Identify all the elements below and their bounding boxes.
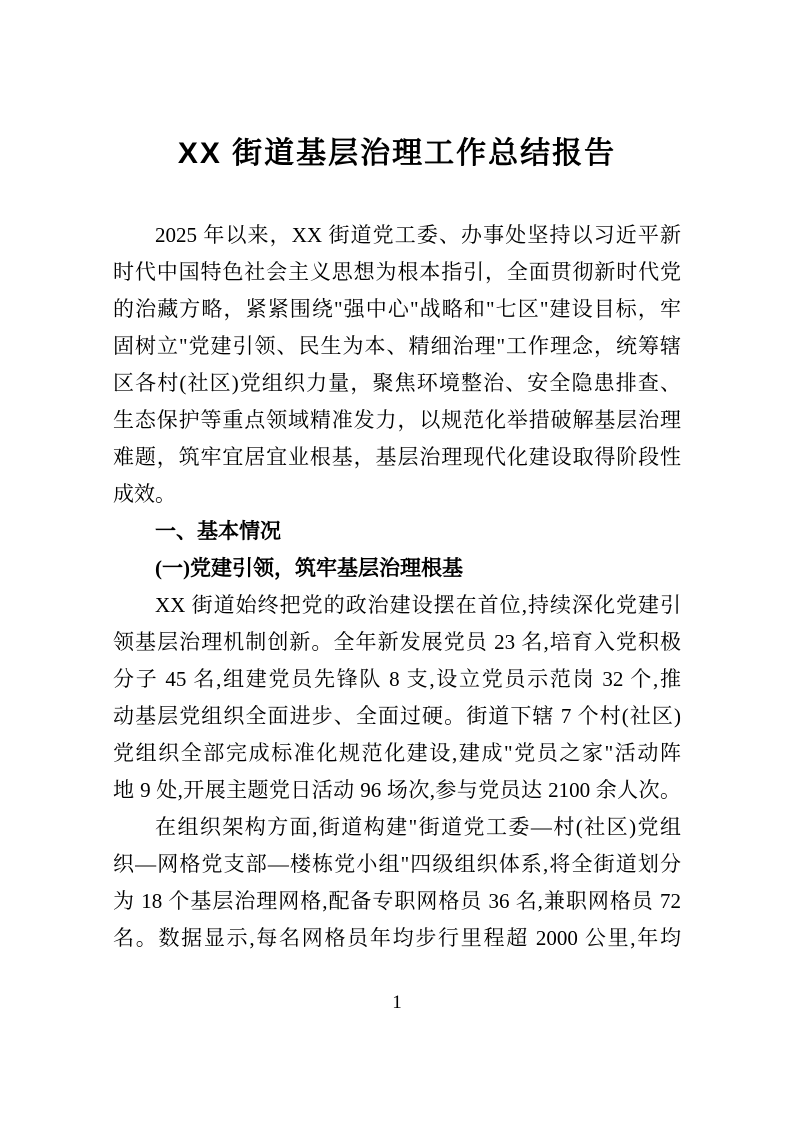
text-line: 难题，筑牢宜居宜业根基，基层治理现代化建设取得阶段性 (113, 445, 681, 469)
document-body (113, 217, 681, 957)
text-line: 在组织架构方面,街道构建"街道党工委—村(社区)党组 (155, 815, 681, 839)
text-line: 成效。 (113, 482, 176, 506)
text-line: 区各村(社区)党组织力量，聚焦环境整治、安全隐患排查、 (113, 371, 681, 395)
text-line: 的治藏方略，紧紧围绕"强中心"战略和"七区"建设目标，牢 (113, 297, 681, 321)
text-line: XX 街道始终把党的政治建设摆在首位,持续深化党建引 (155, 593, 681, 617)
section-sub-heading: (一)党建引领，筑牢基层治理根基 (155, 556, 463, 580)
intro-paragraph (113, 217, 681, 513)
grid-structure-paragraph (113, 809, 681, 957)
page-number: 1 (392, 992, 402, 1013)
text-line: 名。数据显示,每名网格员年均步行里程超 2000 公里,年均 (113, 926, 681, 950)
text-line: 织—网格党支部—楼栋党小组"四级组织体系,将全街道划分 (113, 852, 681, 876)
text-line: 2025 年以来，XX 街道党工委、办事处坚持以习近平新 (155, 223, 681, 247)
text-line: 生态保护等重点领域精准发力，以规范化举措破解基层治理 (113, 408, 681, 432)
text-line: 分子 45 名,组建党员先锋队 8 支,设立党员示范岗 32 个,推 (113, 667, 681, 691)
text-line: 固树立"党建引领、民生为本、精细治理"工作理念，统筹辖 (113, 334, 681, 358)
section-heading: 一、基本情况 (155, 520, 281, 543)
text-line: 党组织全部完成标准化规范化建设,建成"党员之家"活动阵 (113, 741, 681, 765)
text-line: 领基层治理机制创新。全年新发展党员 23 名,培育入党积极 (113, 630, 681, 654)
text-line: 时代中国特色社会主义思想为根本指引，全面贯彻新时代党 (113, 260, 681, 284)
document-title: XX 街道基层治理工作总结报告 (177, 137, 617, 170)
text-line: 动基层党组织全面进步、全面过硬。街道下辖 7 个村(社区) (113, 704, 681, 728)
party-building-paragraph (113, 587, 681, 809)
text-line: 地 9 处,开展主题党日活动 96 场次,参与党员达 2100 余人次。 (113, 778, 681, 802)
text-line: 为 18 个基层治理网格,配备专职网格员 36 名,兼职网格员 72 (113, 889, 681, 913)
